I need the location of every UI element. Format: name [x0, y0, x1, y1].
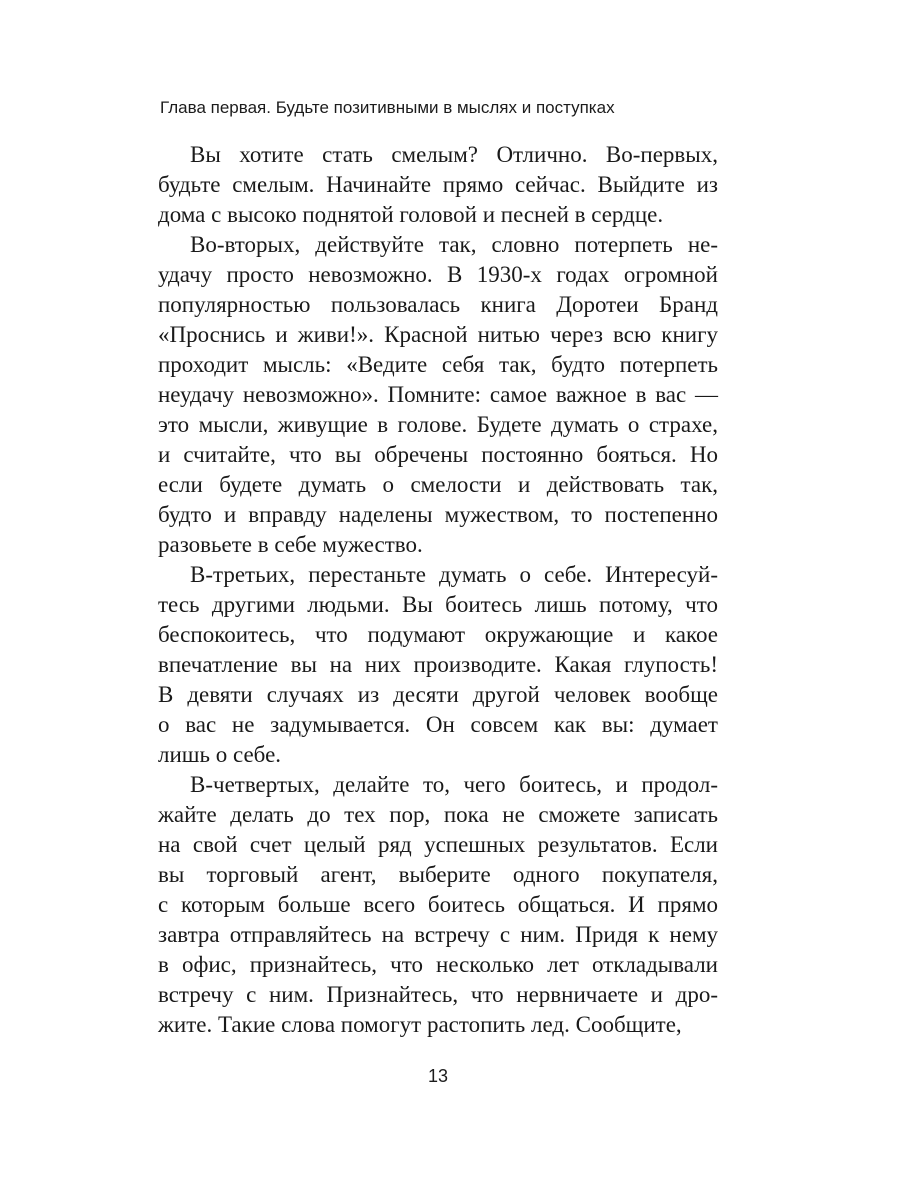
- text-line: жайте делать до тех пор, пока не сможете записать: [158, 802, 718, 827]
- chapter-running-header: Глава первая. Будьте позитивными в мыслях и поступках: [160, 98, 615, 117]
- text-line: тесь другими людьми. Вы боитесь лишь потому, что: [158, 592, 718, 617]
- text-line: разовьете в себе мужество.: [158, 532, 423, 557]
- text-line: В-третьих, перестаньте думать о себе. Интересуй-: [190, 562, 718, 587]
- text-line: «Проснись и живи!». Красной нитью через всю книгу: [158, 322, 718, 347]
- text-line: на свой счет целый ряд успешных результатов. Если: [158, 832, 718, 857]
- text-line: В-четвертых, делайте то, чего боитесь, и продол-: [190, 772, 718, 797]
- paragraph: [158, 140, 718, 230]
- text-line: в офис, признайтесь, что несколько лет откладывали: [158, 952, 718, 977]
- text-line: Вы хотите стать смелым? Отлично. Во-первых,: [190, 142, 718, 167]
- text-line: встречу с ним. Признайтесь, что нервничаете и дро-: [158, 982, 718, 1007]
- paragraph: [158, 230, 718, 560]
- text-line: завтра отправляйтесь на встречу с ним. Придя к нему: [158, 922, 718, 947]
- text-line: о вас не задумывается. Он совсем как вы: думает: [158, 712, 718, 737]
- text-line: дома с высоко поднятой головой и песней в сердце.: [158, 202, 664, 227]
- text-line: беспокоитесь, что подумают окружающие и какое: [158, 622, 718, 647]
- text-line: будьте смелым. Начинайте прямо сейчас. Выйдите из: [158, 172, 718, 197]
- text-line: проходит мысль: «Ведите себя так, будто потерпеть: [158, 352, 718, 377]
- text-line: лишь о себе.: [158, 742, 282, 767]
- paragraph: [158, 770, 718, 1040]
- body-text: [158, 140, 718, 1040]
- text-line: вы торговый агент, выберите одного покупателя,: [158, 862, 718, 887]
- text-line: впечатление вы на них производите. Какая глупость!: [158, 652, 718, 677]
- text-line: если будете думать о смелости и действовать так,: [158, 472, 718, 497]
- text-line: удачу просто невозможно. В 1930-х годах огромной: [158, 262, 718, 287]
- text-line: это мысли, живущие в голове. Будете думать о страхе,: [158, 412, 718, 437]
- text-line: В девяти случаях из десяти другой человек вообще: [158, 682, 718, 707]
- text-line: и считайте, что вы обречены постоянно бояться. Но: [158, 442, 718, 467]
- text-line: с которым больше всего боитесь общаться. И прямо: [158, 892, 718, 917]
- text-line: Во-вторых, действуйте так, словно потерпеть не-: [190, 232, 718, 257]
- text-line: популярностью пользовалась книга Доротеи Бранд: [158, 292, 718, 317]
- page-number: 13: [427, 1066, 449, 1086]
- text-line: жите. Такие слова помогут растопить лед. Сообщите,: [158, 1012, 682, 1037]
- text-line: неудачу невозможно». Помните: самое важное в вас —: [158, 382, 718, 407]
- text-line: будто и вправду наделены мужеством, то постепенно: [158, 502, 718, 527]
- paragraph: [158, 560, 718, 770]
